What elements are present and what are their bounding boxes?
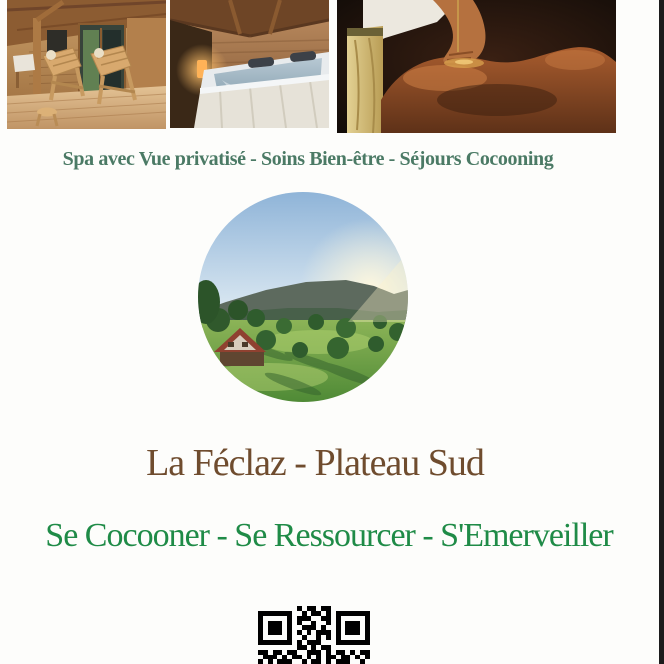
landscape-illustration [198, 192, 408, 402]
location-title: La Féclaz - Plateau Sud [146, 442, 484, 484]
tagline: Spa avec Vue privatisé - Soins Bien-être - Séjours Cocooning [62, 148, 554, 170]
screen-edge-strip [659, 0, 664, 664]
slogan: Se Cocooner - Se Ressourcer - S'Emerveiller [45, 517, 613, 554]
massage-illustration [337, 0, 616, 133]
jacuzzi-illustration [170, 0, 329, 128]
towel [347, 26, 383, 133]
terrace-illustration [7, 0, 166, 129]
qr-code [258, 606, 370, 664]
massage-photo [337, 0, 616, 133]
terrace-photo [7, 0, 166, 129]
jacuzzi-photo [170, 0, 329, 128]
window [47, 30, 67, 52]
landscape-photo [198, 192, 408, 402]
